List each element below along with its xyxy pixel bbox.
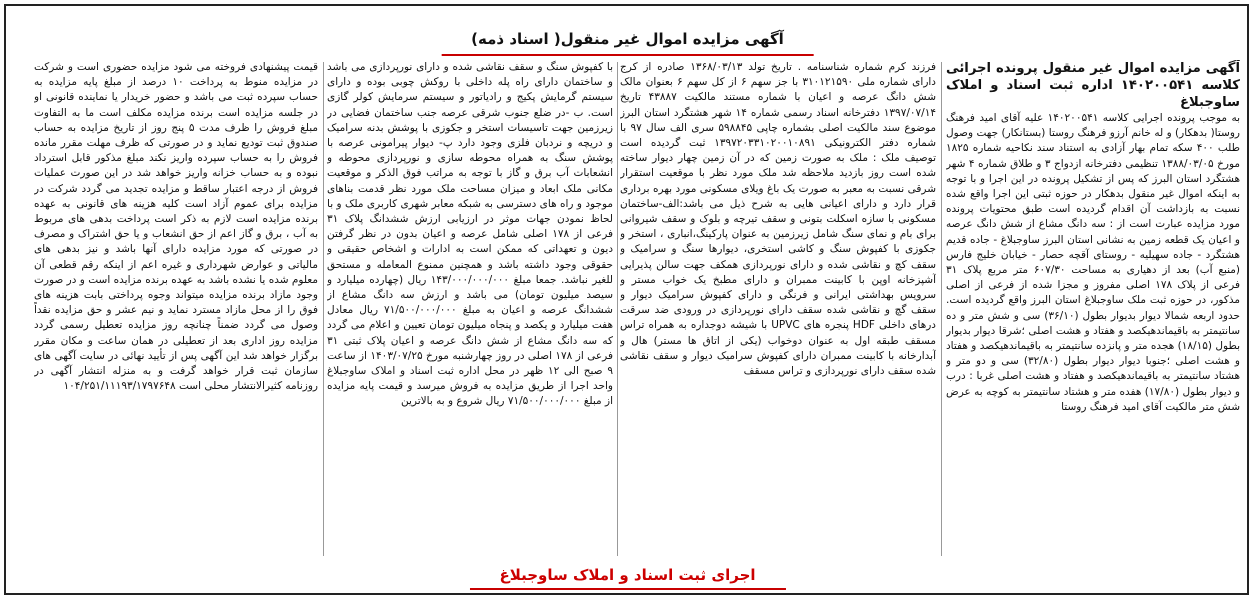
column-divider xyxy=(323,62,324,556)
column-divider xyxy=(941,62,942,556)
title-underline xyxy=(441,54,814,56)
column-2-text: فرزند کرم شماره شناسنامه . تاریخ تولد ۱۳۶۸/۰۳/۱۳ صادره از کرج دارای شماره ملی ۳۱۰۱۲۱۵۹۰ با جز سهم ۶ از کل سهم ۶ بعنوان مالک شش دانگ عرصه و اعیان با شماره مستند مالکیت ۴۳۸۸۷ تاریخ ۱۳۹۷/۰۷/۱۴ دفترخانه اسناد رسمی شماره ۱۴ شهر هشتگرد استان البرز موضوع سند مالکیت اصلی بشماره چاپی ۵۹۸۸۴۵ سری الف سال ۹۷ با شماره دفتر الکترونیکی ۱۳۹۷۲۰۳۳۱۰۲۰۰۱۰۸۹۱ ثبت گردیده است توصیف ملک : ملک به صورت زمین که در آن زمین چهار دیوار ساخته شده است روز بازدید ملاحظه شد ملک مورد نظر با موقعیت استقرار شرقی نسبت به معبر به صورت یک باغ ویلای مسکونی مورد بهره برداری قرار دارد و دارای اعیانی هایی به شرح ذیل می باشد:الف-ساختمان مسکونی با سازه اسکلت بتونی و سقف تیرچه و بلوک و سقف شیروانی برای بام و نمای سنگ شامل زیرزمین به عنوان پارکینگ،انباری ، استخر و جکوزی با کفپوش سنگ و کاشی استخری، دیوارها سنگ و سرامیک و سقف کچ و نقاشی شده و دارای نورپردازی همکف جهت سالن پذیرایی آشپزخانه اوپن با کابینت ممبران و دارای مطبخ یک خواب مستر و سرویس بهداشتی ایرانی و فرنگی و دارای کفپوش سرامیک دیوار و سقف گچ و نقاشی شده سقف دارای نورپردازی در ورودی ضد سرقت درهای داخلی HDF پنجره های UPVC با شیشه دوجداره به همراه تراس مسقف طبقه اول به عنوان دوخواب (یکی از اتاق ها مستر) هال و آبدارخانه با کابینت ممبران دارای کفپوش سرامیک دیوار و سقف نقاشی شده سقف دارای نورپردازی و تراس مسقف xyxy=(620,61,936,378)
column-divider xyxy=(617,62,618,556)
notice-title: آگهی مزایده اموال غیر منقول( اسناد ذمه) xyxy=(471,30,784,48)
footer-underline xyxy=(469,588,785,590)
notice-title-box xyxy=(457,24,798,54)
column-1 xyxy=(946,60,1240,560)
column-1-text: به موجب پرونده اجرایی کلاسه ۱۴۰۲۰۰۵۴۱ علیه آقای امید فرهنگ روستا( بدهکار) و له خانم آرزو فرهنگ روستا (بستانکار) جهت وصول طلب ۴۰۰ سکه تمام بهار آزادی به استناد سند نکاحیه شماره ۱۸۲۵ مورخ ۱۳۸۸/۰۳/۰۵ تنظیمی دفترخانه ازدواج ۳ و طلاق شماره ۴ شهر هشتگرد استان البرز که پس از تشکیل پرونده در این اجرا و با توجه به اینکه اموال غیر منقول بدهکار در حوزه ثبتی این اجرا واقع شده نسبت به بازداشت آن اقدام گردیده است طبق محتویات پرونده مورد مزایده عبارت است از : سه دانگ مشاع از شش دانگ عرصه و اعیان یک قطعه زمین به نشانی استان البرز ساوجبلاغ - جاده قدیم هشتگرد - جاده سهیلیه - روستای آقچه حصار - خیابان خلیج فارس (منبع آب) بعد از دهیاری به مساحت ۶۰۷/۳۰ متر مربع پلاک ۳۱ فرعی از پلاک ۱۷۸ اصلی مفروز و مجزا شده از فرعی از اصلی مذکور، در حوزه ثبت ملک ساوجبلاغ استان البرز واقع گردیده است. حدود اربعه شمالا دیوار بدیوار بطول (۳۶/۱۰) سی و شش متر و ده سانتیمتر به باقیماندهیکصد و هفتاد و هشت اصلی ؛شرقا دیوار بدیوار بطول (۱۸/۱۵) هجده متر و پانزده سانتیمتر به باقیماندهیکصد و هفتاد و هشت اصلی ؛جنوبا دیوار دیوار بطول (۳۲/۸۰) سی و دو متر و هشتاد سانتیمتر به باقیماندهیکصد و هفتاد و هشت اصلی غربا : درب و دیوار بطول (۱۷/۸۰) هفده متر و هشتاد سانتیمتر به کوچه به عرض شش متر مالکیت آقای امید فرهنگ روستا xyxy=(946,112,1240,413)
notice-heading: آگهی مزایده اموال غیر منقول پرونده اجرائی کلاسه ۱۴۰۲۰۰۵۴۱ اداره ثبت اسناد و املاک ساوجبلاغ xyxy=(946,61,1240,110)
column-4-text: قیمت پیشنهادی فروخته می شود مزایده حضوری است و شرکت در مزایده منوط به پرداخت ۱۰ درصد از مبلغ پایه مزایده به حساب سپرده ثبت می باشد و حضور خریدار یا نماینده قانونی او در جلسه مزایده است برنده مزایده مکلف است ما به التفاوت مبلغ فروش را ظرف مدت ۵ پنج روز از تاریخ مزایده به حساب صندوق ثبت تودیع نماید و در صورتی که ظرف مهلت مقرر مانده فروش را به حساب سپرده واریز نکند مبلغ مذکور قابل استرداد نبوده و به حساب خزانه واریز خواهد شد در این صورت عملیات فروش از درجه اعتبار ساقط و مزایده تجدید می گردد شرکت در مزایده برای عموم آزاد است کلیه هزینه های قانونی به عهده برنده مزایده است لازم به ذکر است پرداخت بدهی های مربوط به آب ، برق و گاز اعم از حق انشعاب و یا حق اشتراک و مصرف در صورتی که مورد مزایده دارای آنها باشد و نیز بدهی های مالیاتی و عوارض شهرداری و غیره اعم از اینکه رقم قطعی آن معلوم شده یا نشده باشد به عهده برنده مزایده است و در صورت وجود مازاد برنده مزایده میتواند وجوه پرداختی بابت هزینه های فوق را از محل مازاد مسترد نماید و نیم عشر و حق مزایده نقداً وصول می گردد ضمناً چنانچه روز مزایده تعطیل رسمی گردد مزایده روز اداری بعد از تعطیلی در همان ساعت و مکان مقرر برگزار خواهد شد این آگهی پس از تأیید نهائی در سایت آگهی های سازمان ثبت قرار خواهد گرفت و به منزله انتشار آگهی در روزنامه کثیرالانتشار محلی است ۱۰۴/۲۵۱/۱۱۱۹۳/۱۷۹۷۶۴۸ xyxy=(34,61,318,393)
column-3 xyxy=(327,60,613,560)
footer-signature: اجرای ثبت اسناد و املاک ساوجبلاغ xyxy=(499,566,756,584)
column-2 xyxy=(620,60,936,560)
column-4 xyxy=(34,60,318,560)
footer-box xyxy=(485,562,769,588)
column-3-text: با کفپوش سنگ و سقف نقاشی شده و دارای نورپردازی می باشد و ساختمان دارای راه پله داخلی با روکش چوبی بوده و دارای سیستم گرمایش پکیج و رادیاتور و سیستم سرمایش کولر گازی است. ب -در ضلع جنوب شرقی عرصه جنب ساختمان فضایی در زیرزمین جهت تاسیسات استخر و جکوزی با پوشش بدنه سرامیک و دریچه و نردبان فلزی وجود دارد پ- دیوار پیرامونی عرصه با پوشش سنگ به همراه محوطه سازی و نورپردازی محوطه و انشعابات آب برق و گاز با توجه به مراتب فوق الذکر و موقعیت مکانی ملک ابعاد و میزان مساحت ملک مورد نظر قدمت بناهای موجود و راه های دسترسی به شبکه معابر شهری کاربری ملک و با لحاظ نمودن جهات موثر در ارزیابی ارزش ششدانگ پلاک ۳۱ فرعی از ۱۷۸ اصلی شامل عرصه و اعیان بدون در نظر گرفتن دیون و تعهداتی که ممکن است به ادارات و اشخاص حقیقی و حقوقی وجود داشته باشد و همچنین ممنوع المعامله و مستحق للغیر نباشد. جمعا مبلغ ۱۴۳/۰۰۰/۰۰۰/۰۰۰ ریال (چهارده میلیارد و سیصد میلیون تومان) می باشد و ارزش سه دانگ مشاع از ششدانگ عرصه و اعیان به مبلغ ۷۱/۵۰۰/۰۰۰/۰۰۰ ریال معادل هفت میلیارد و یکصد و پنجاه میلیون تومان تعیین و اعلام می گردد که سه دانگ مشاع از شش دانگ عرصه و اعیان پلاک ثبتی ۳۱ فرعی از ۱۷۸ اصلی در روز چهارشنبه مورخ ۱۴۰۳/۰۷/۲۵ از ساعت ۹ صبح الی ۱۲ ظهر در محل اداره ثبت اسناد و املاک ساوجبلاغ واحد اجرا از طریق مزایده به فروش میرسد و قیمت پایه مزایده از مبلغ ۷۱/۵۰۰/۰۰۰/۰۰۰ ریال شروع و به بالاترین xyxy=(327,61,613,408)
